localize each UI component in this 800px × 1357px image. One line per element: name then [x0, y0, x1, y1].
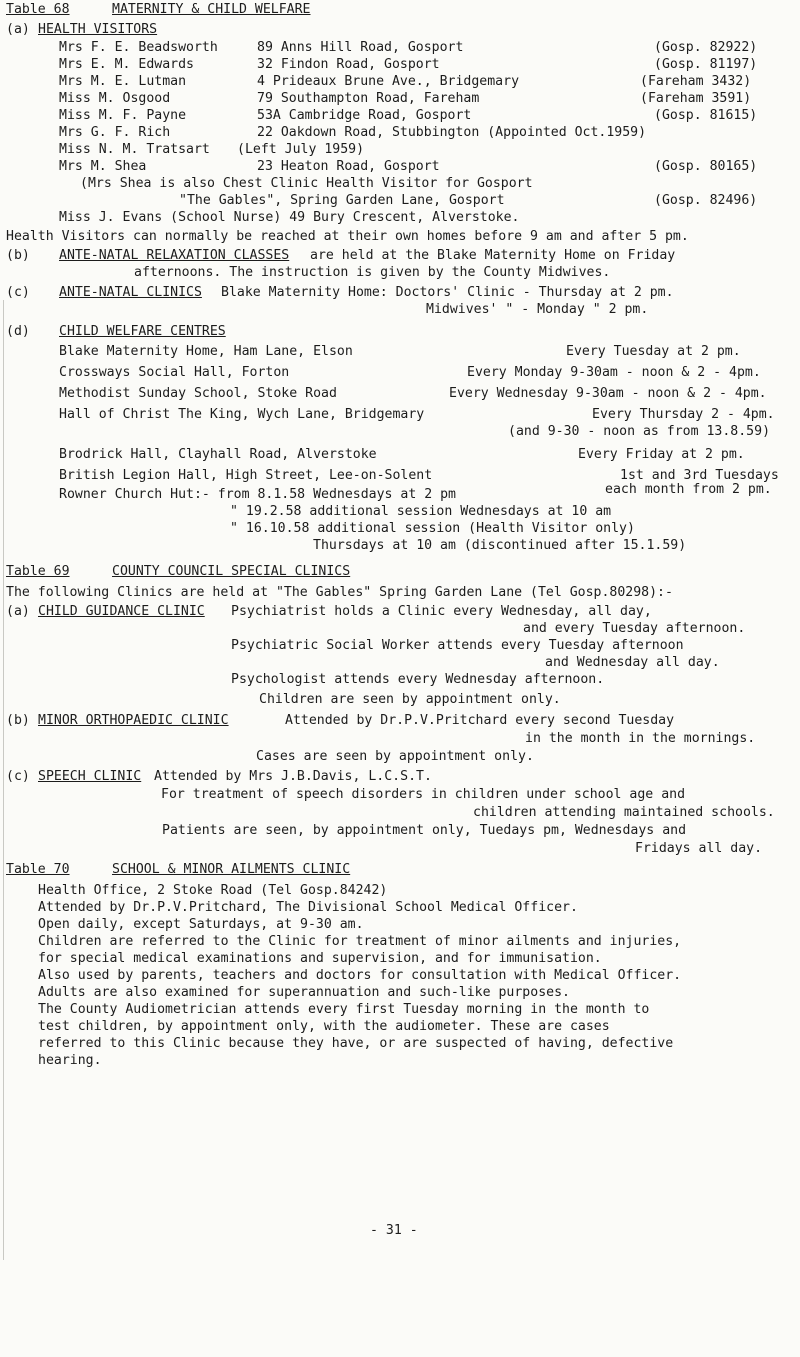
table-69-intro: The following Clinics are held at "The Gables" Spring Garden Lane (Tel Gosp.80298):-: [6, 585, 673, 600]
minor-orthopaedic-text: Attended by Dr.P.V.Pritchard every second Tuesday: [285, 713, 675, 728]
rowner-schedule: " 19.2.58 additional session Wednesdays at 10 am: [230, 504, 612, 519]
minor-orthopaedic-letter: (b): [6, 713, 30, 728]
section-d-letter: (d): [6, 324, 30, 339]
shea-address: "The Gables", Spring Garden Lane, Gosport: [179, 193, 505, 208]
school-clinic-line: test children, by appointment only, with the audiometer. These are cases: [38, 1019, 610, 1034]
centre-place: Methodist Sunday School, Stoke Road: [59, 386, 337, 401]
shea-phone: (Gosp. 82496): [654, 193, 758, 208]
hv-phone: (Fareham 3591): [640, 91, 752, 106]
hv-address: 4 Prideaux Brune Ave., Bridgemary: [257, 74, 520, 89]
centre-place: Brodrick Hall, Clayhall Road, Alverstoke: [59, 447, 377, 462]
speech-clinic-text: Fridays all day.: [635, 841, 763, 856]
school-clinic-line: Adults are also examined for superannuation and such-like purposes.: [38, 985, 570, 1000]
scan-margin-line: [3, 300, 4, 1260]
school-nurse: Miss J. Evans (School Nurse) 49 Bury Crescent, Alverstoke.: [59, 210, 520, 225]
speech-clinic-text: For treatment of speech disorders in children under school age and: [161, 787, 686, 802]
centre-time: Every Wednesday 9-30am - noon & 2 - 4pm.: [449, 386, 767, 401]
speech-clinic-text: Attended by Mrs J.B.Davis, L.C.S.T.: [154, 769, 432, 784]
ante-natal-clinics-text: Midwives' " - Monday " 2 pm.: [426, 302, 649, 317]
hv-address: 53A Cambridge Road, Gosport: [257, 108, 472, 123]
child-guidance-text: Psychologist attends every Wednesday afternoon.: [231, 672, 605, 687]
relaxation-classes-text: afternoons. The instruction is given by the County Midwives.: [134, 265, 611, 280]
centre-extra-time: (and 9-30 - noon as from 13.8.59): [508, 424, 771, 439]
hv-address: 22 Oakdown Road, Stubbington (Appointed Oct.1959): [257, 125, 647, 140]
school-clinic-line: Children are referred to the Clinic for treatment of minor ailments and injuries,: [38, 934, 682, 949]
hv-name: Miss M. Osgood: [59, 91, 171, 106]
section-c-letter: (c): [6, 285, 30, 300]
minor-orthopaedic-heading: MINOR ORTHOPAEDIC CLINIC: [38, 713, 229, 728]
child-welfare-heading: CHILD WELFARE CENTRES: [59, 324, 226, 339]
hv-address: 89 Anns Hill Road, Gosport: [257, 40, 464, 55]
child-guidance-text: and Wednesday all day.: [545, 655, 720, 670]
hv-phone: (Gosp. 81615): [654, 108, 758, 123]
child-guidance-text: and every Tuesday afternoon.: [523, 621, 746, 636]
page-number: - 31 -: [370, 1223, 418, 1238]
rowner-schedule: " 16.10.58 additional session (Health Visitor only): [230, 521, 635, 536]
rowner-schedule: Thursdays at 10 am (discontinued after 15.1.59): [313, 538, 687, 553]
hv-address: 23 Heaton Road, Gosport: [257, 159, 440, 174]
child-guidance-heading: CHILD GUIDANCE CLINIC: [38, 604, 205, 619]
hv-name: Mrs M. E. Lutman: [59, 74, 187, 89]
hv-address: (Left July 1959): [237, 142, 365, 157]
ante-natal-clinics-text: Blake Maternity Home: Doctors' Clinic - Thursday at 2 pm.: [221, 285, 674, 300]
centre-time: 1st and 3rd Tuesdays: [620, 468, 779, 483]
child-guidance-text: Children are seen by appointment only.: [259, 692, 561, 707]
child-guidance-text: Psychiatrist holds a Clinic every Wednesday, all day,: [231, 604, 652, 619]
centre-time: Every Thursday 2 - 4pm.: [592, 407, 775, 422]
school-clinic-line: Also used by parents, teachers and doctors for consultation with Medical Officer.: [38, 968, 682, 983]
hv-address: 32 Findon Road, Gosport: [257, 57, 440, 72]
school-clinic-line: hearing.: [38, 1053, 102, 1068]
centre-place: Crossways Social Hall, Forton: [59, 365, 290, 380]
hv-name: Mrs M. Shea: [59, 159, 147, 174]
hv-name: Mrs F. E. Beadsworth: [59, 40, 218, 55]
centre-place: Hall of Christ The King, Wych Lane, Bridgemary: [59, 407, 425, 422]
hv-name: Miss N. M. Tratsart: [59, 142, 210, 157]
hv-phone: (Gosp. 82922): [654, 40, 758, 55]
school-clinic-line: referred to this Clinic because they have, or are suspected of having, defective: [38, 1036, 674, 1051]
centre-place: British Legion Hall, High Street, Lee-on-Solent: [59, 468, 433, 483]
school-clinic-line: for special medical examinations and supervision, and for immunisation.: [38, 951, 602, 966]
speech-clinic-text: children attending maintained schools.: [473, 805, 775, 820]
table-69-title: COUNTY COUNCIL SPECIAL CLINICS: [112, 564, 351, 579]
hv-phone: (Gosp. 81197): [654, 57, 758, 72]
school-clinic-line: The County Audiometrician attends every first Tuesday morning in the month to: [38, 1002, 650, 1017]
ante-natal-clinics-heading: ANTE-NATAL CLINICS: [59, 285, 202, 300]
centre-time: Every Tuesday at 2 pm.: [566, 344, 741, 359]
relaxation-classes-heading: ANTE-NATAL RELAXATION CLASSES: [59, 248, 290, 263]
school-clinic-line: Attended by Dr.P.V.Pritchard, The Divisional School Medical Officer.: [38, 900, 578, 915]
speech-clinic-heading: SPEECH CLINIC: [38, 769, 142, 784]
hv-phone: (Fareham 3432): [640, 74, 752, 89]
section-b-letter: (b): [6, 248, 30, 263]
section-a-letter: (a): [6, 22, 30, 37]
hv-name: Miss M. F. Payne: [59, 108, 187, 123]
minor-orthopaedic-text: in the month in the mornings.: [525, 731, 756, 746]
centre-time: Every Friday at 2 pm.: [578, 447, 745, 462]
hv-address: 79 Southampton Road, Fareham: [257, 91, 480, 106]
table-68-title: MATERNITY & CHILD WELFARE: [112, 2, 311, 17]
centre-time: each month from 2 pm.: [605, 482, 772, 497]
centre-place: Blake Maternity Home, Ham Lane, Elson: [59, 344, 353, 359]
school-clinic-line: Open daily, except Saturdays, at 9-30 am.: [38, 917, 364, 932]
health-visitors-heading: HEALTH VISITORS: [38, 22, 158, 37]
minor-orthopaedic-text: Cases are seen by appointment only.: [256, 749, 534, 764]
school-clinic-line: Health Office, 2 Stoke Road (Tel Gosp.84242): [38, 883, 388, 898]
hv-phone: (Gosp. 80165): [654, 159, 758, 174]
speech-clinic-letter: (c): [6, 769, 30, 784]
hv-name: Mrs G. F. Rich: [59, 125, 171, 140]
table-70-title: SCHOOL & MINOR AILMENTS CLINIC: [112, 862, 351, 877]
relaxation-classes-text: are held at the Blake Maternity Home on Friday: [310, 248, 676, 263]
table-70-heading: Table 70: [6, 862, 70, 877]
centre-time: Every Monday 9-30am - noon & 2 - 4pm.: [467, 365, 761, 380]
speech-clinic-text: Patients are seen, by appointment only, Tuedays pm, Wednesdays and: [162, 823, 687, 838]
table-68-heading: Table 68: [6, 2, 70, 17]
rowner-schedule: Rowner Church Hut:- from 8.1.58 Wednesdays at 2 pm: [59, 487, 456, 502]
child-guidance-text: Psychiatric Social Worker attends every Tuesday afternoon: [231, 638, 684, 653]
child-guidance-letter: (a): [6, 604, 30, 619]
table-69-heading: Table 69: [6, 564, 70, 579]
health-visitor-note: Health Visitors can normally be reached at their own homes before 9 am and after 5 pm.: [6, 229, 689, 244]
shea-note: (Mrs Shea is also Chest Clinic Health Visitor for Gosport: [80, 176, 533, 191]
hv-name: Mrs E. M. Edwards: [59, 57, 194, 72]
